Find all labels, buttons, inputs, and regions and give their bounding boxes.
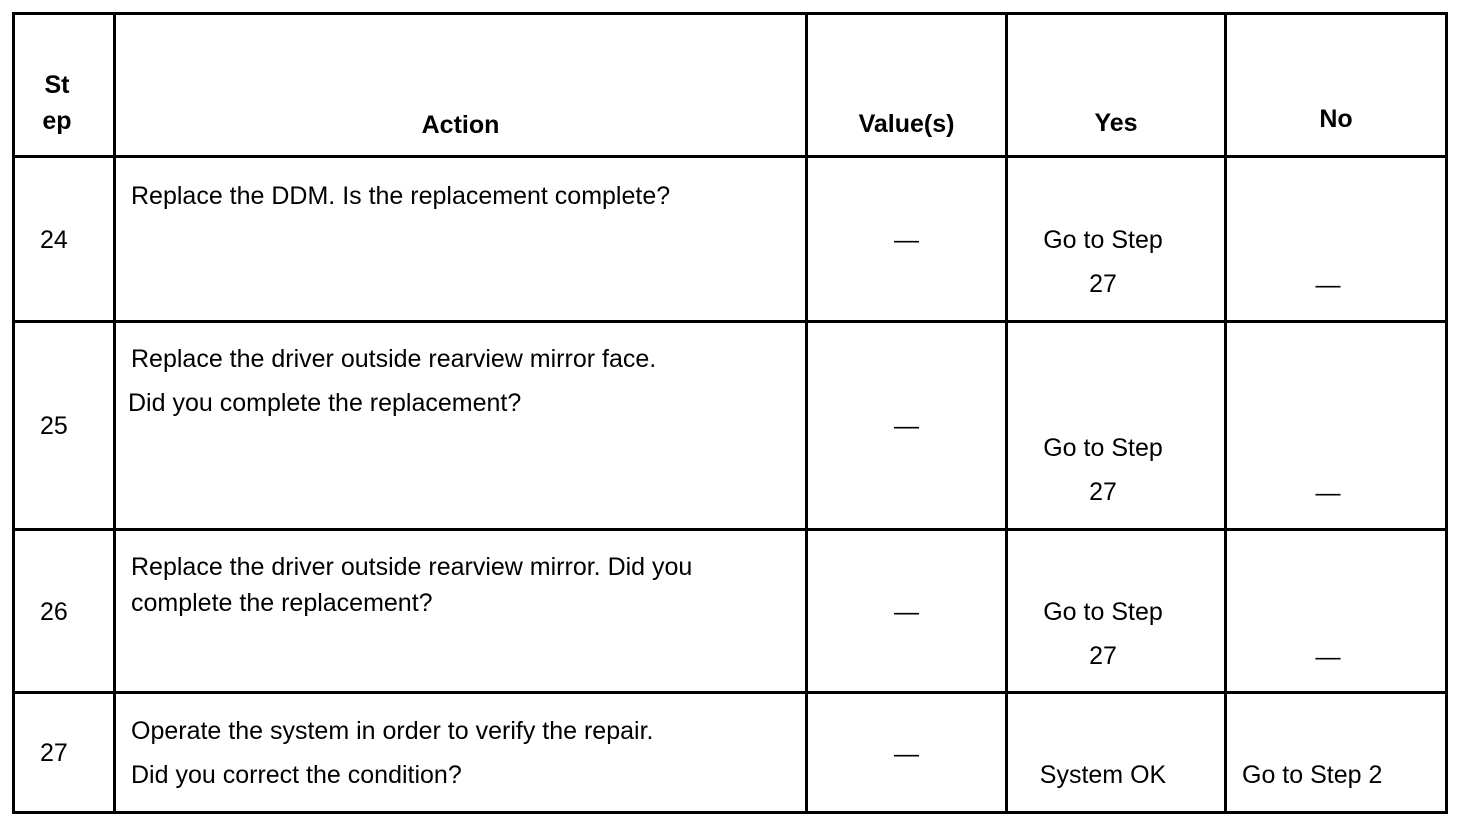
action-line: Replace the driver outside rearview mirror. Did you [131,553,693,581]
action-line: Did you correct the condition? [131,761,462,789]
step-number: 25 [40,412,68,440]
header-values: Value(s) [858,110,955,138]
action-line: Replace the driver outside rearview mirror face. [131,345,657,373]
action-text: Replace the DDM. Is the replacement complete? [131,182,671,210]
no-dash: — [1315,643,1341,671]
step-number: 26 [40,598,68,626]
table-border-top [12,12,1448,15]
header-action: Action [421,111,500,139]
yes-goto-line2: 27 [1089,642,1117,670]
table-border-left [12,12,15,814]
diagnostic-table [12,12,1448,814]
action-line: Did you complete the replacement? [128,389,522,417]
table-border-right [1445,12,1448,814]
action-line: Operate the system in order to verify the repair. [131,717,654,745]
step-number: 27 [40,739,68,767]
yes-goto [1008,225,1198,299]
header-no: No [1319,105,1353,133]
yes-goto [1008,597,1198,671]
header-step-line2: ep [42,107,72,135]
table-border-bottom [12,811,1448,814]
header-step-line1: St [44,71,70,99]
yes-goto-line1: Go to Step [1043,226,1163,254]
no-dash: — [1315,271,1341,299]
yes-goto-line2: 27 [1089,270,1117,298]
no-dash: — [1315,479,1341,507]
row-divider [12,691,1448,694]
no-goto: Go to Step 2 [1242,761,1383,789]
value-dash: — [894,740,919,768]
yes-goto-line1: Go to Step [1043,434,1163,462]
step-number: 24 [40,226,68,254]
action-text [128,344,657,418]
yes-goto [1008,433,1198,507]
action-text [131,552,692,618]
row-divider [12,320,1448,323]
yes-goto-line1: Go to Step [1043,598,1163,626]
value-dash: — [894,598,919,626]
row-divider [12,528,1448,531]
action-text [131,716,653,790]
yes-system-ok: System OK [1039,761,1167,789]
yes-goto-line2: 27 [1089,478,1117,506]
header-divider [12,155,1448,158]
value-dash: — [894,412,919,440]
action-line: complete the replacement? [131,589,433,617]
header-step [32,70,82,136]
value-dash: — [894,226,919,254]
header-yes: Yes [1094,109,1138,137]
